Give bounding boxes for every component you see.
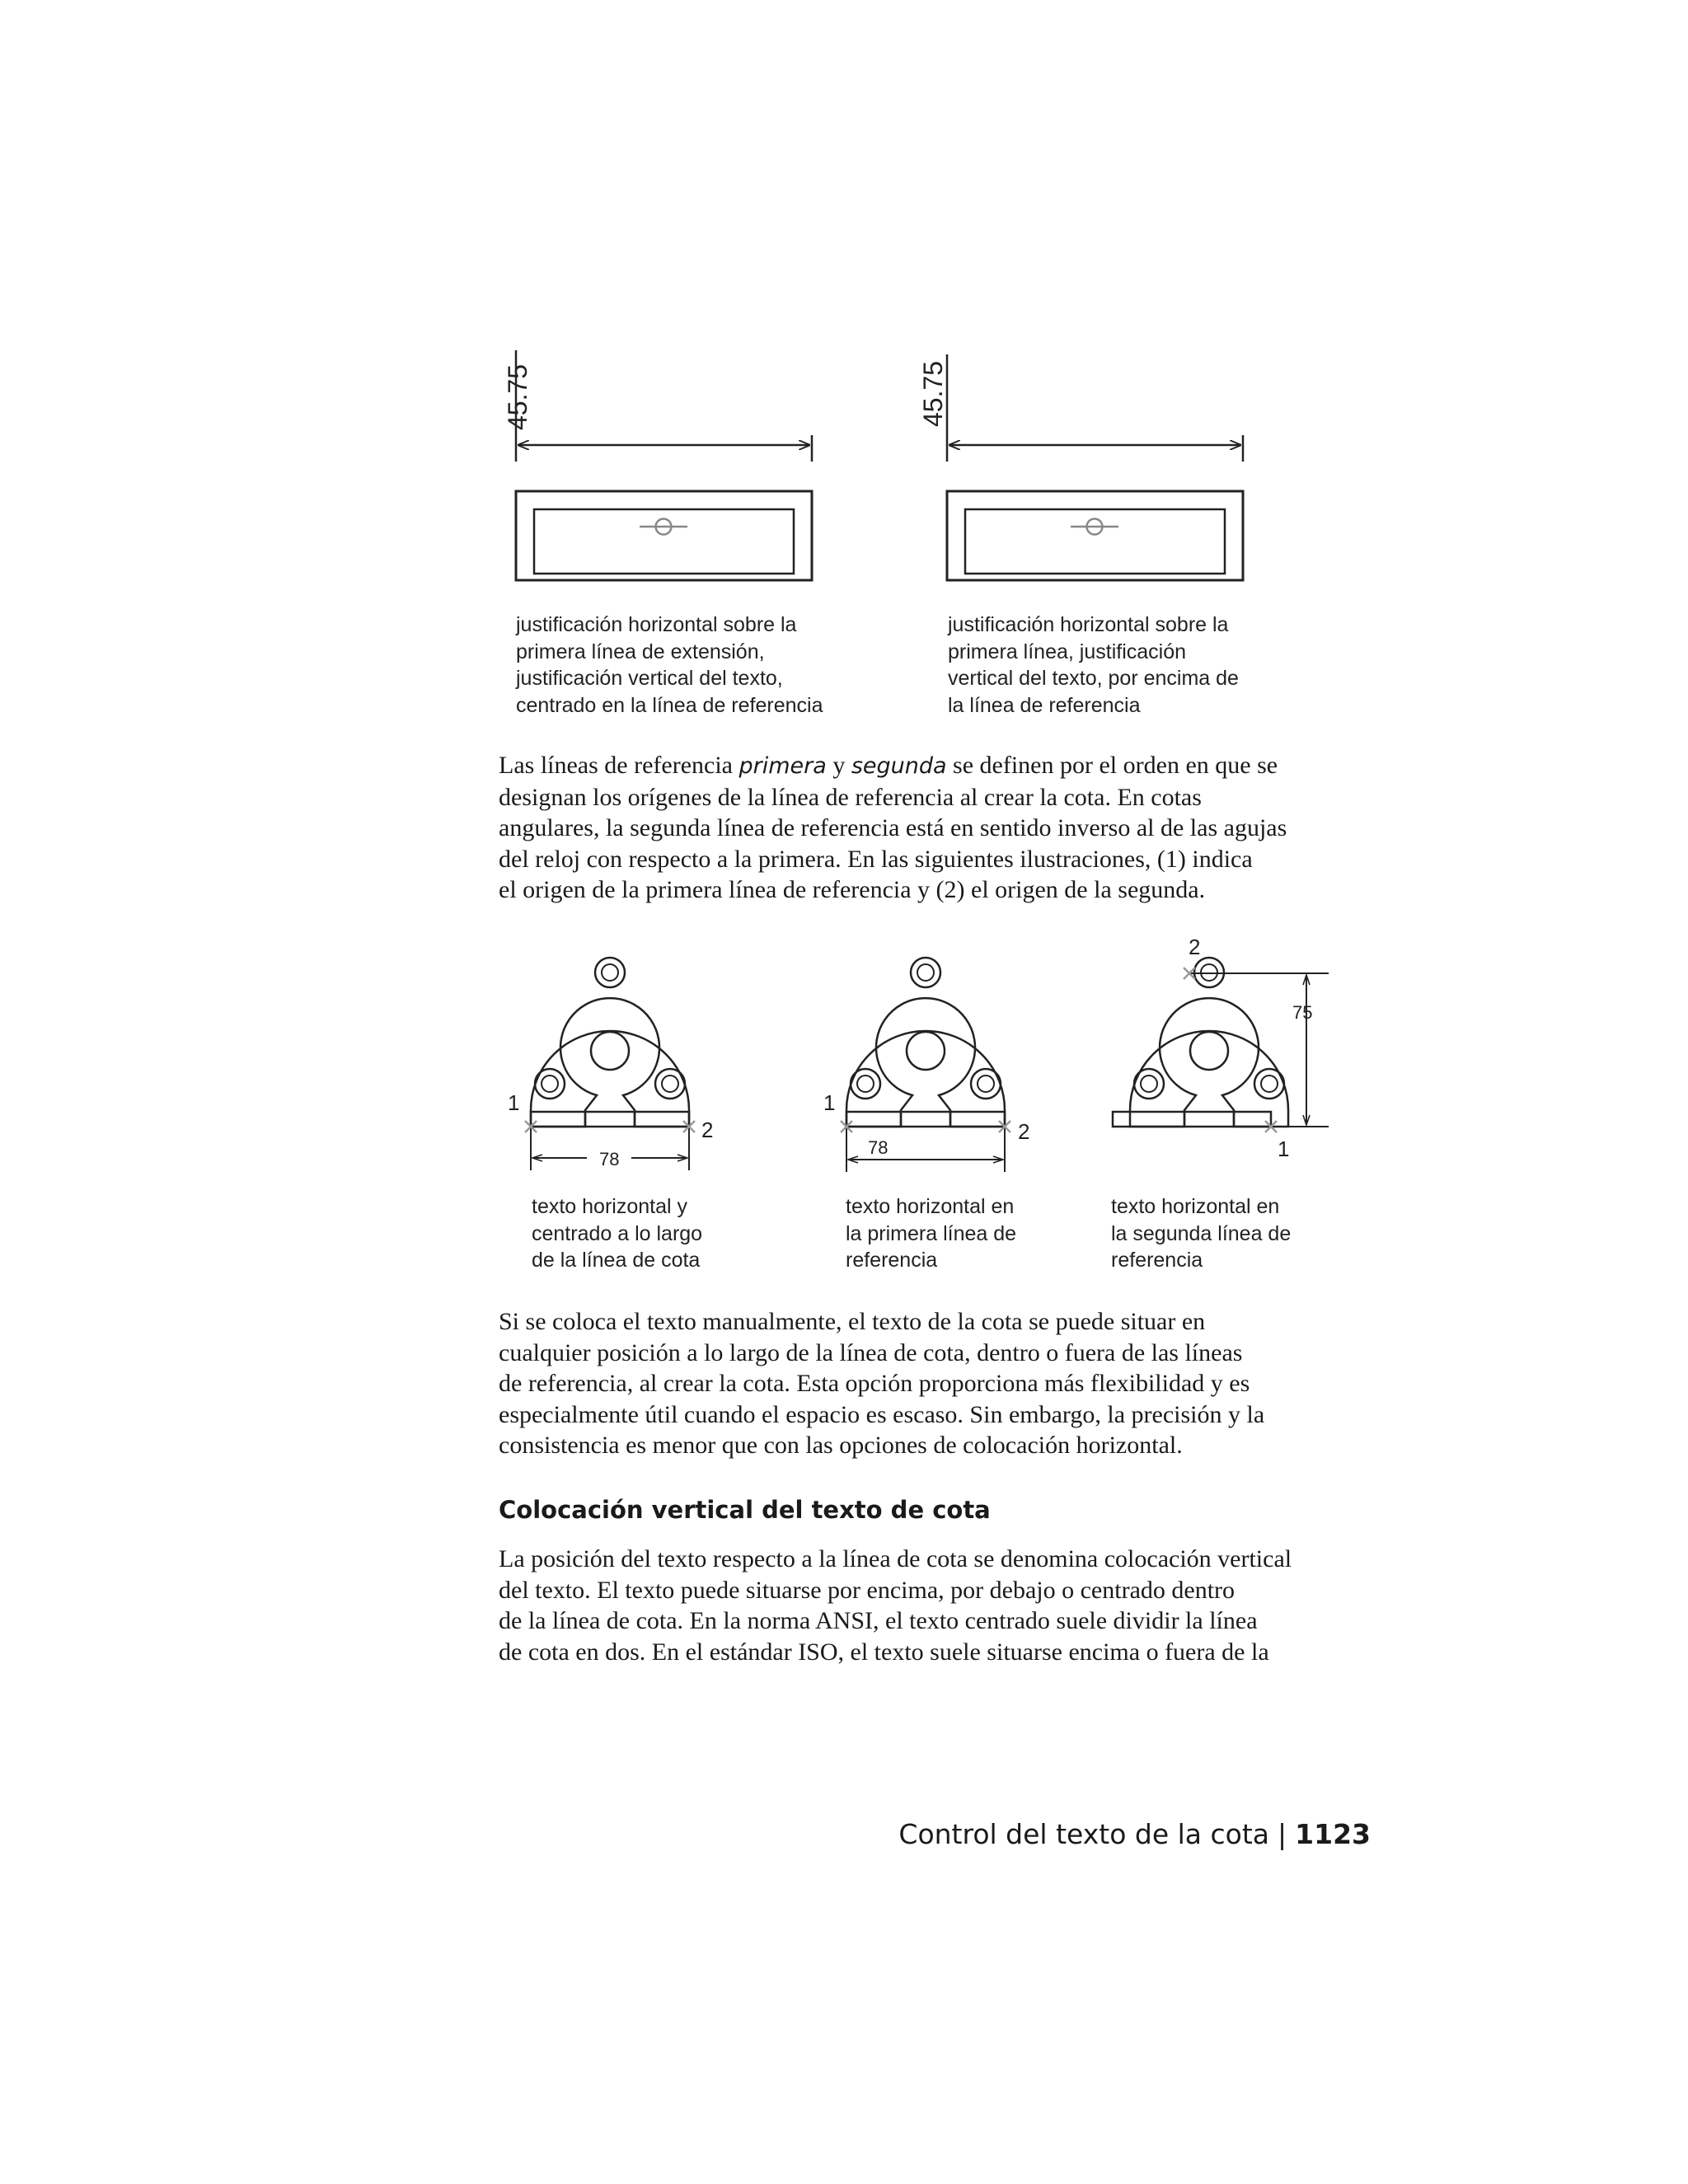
page-number: 1123 <box>1295 1818 1371 1850</box>
paragraph-vertical-placement <box>499 1544 1372 1667</box>
emphasis-segunda: segunda <box>851 753 947 779</box>
dimension-text-right: 45.75 <box>918 360 948 427</box>
paragraph-line: cualquier posición a lo largo de la línea de cota, dentro o fuera de las líneas <box>499 1338 1243 1366</box>
point-label-2: 2 <box>1189 935 1201 959</box>
emphasis-primera: primera <box>738 753 827 779</box>
dimension-text: 78 <box>599 1149 620 1169</box>
paragraph-line: del texto. El texto puede situarse por encima, por debajo o centrado dentro <box>499 1576 1236 1604</box>
caption-a: texto horizontal y centrado a lo largo de la línea de cota <box>532 1195 703 1272</box>
paragraph-line: de la línea de cota. En la norma ANSI, el texto centrado suele dividir la línea <box>499 1607 1258 1634</box>
caption-right: justificación horizontal sobre la primera línea, justificación vertical del texto, por encima de la línea de referencia <box>948 613 1239 717</box>
dimension-text: 78 <box>868 1137 889 1158</box>
paragraph-line: Las líneas de referencia primera y segunda se definen por el orden en que se <box>499 752 1278 779</box>
paragraph-line: el origen de la primera línea de referencia y (2) el origen de la segunda. <box>499 876 1206 903</box>
section-heading: Colocación vertical del texto de cota <box>499 1496 991 1524</box>
paragraph-line: de cota en dos. En el estándar ISO, el texto suele situarse encima o fuera de la <box>499 1638 1269 1666</box>
outer-rect <box>516 491 812 580</box>
drawing-left <box>516 350 812 580</box>
figure-reference-line-origins <box>0 907 1688 1286</box>
figure-text-justification <box>0 0 1688 742</box>
drawing-c <box>1113 958 1329 1132</box>
point-label-1: 1 <box>823 1090 836 1115</box>
paragraph-reference-lines <box>499 750 1372 906</box>
paragraph-line: La posición del texto respecto a la línea de cota se denomina colocación vertical <box>499 1545 1292 1572</box>
page-footer <box>898 1818 1371 1850</box>
dimension-text-left: 45.75 <box>503 363 532 430</box>
paragraph-line: angulares, la segunda línea de referencia está en sentido inverso al de las agujas <box>499 814 1287 841</box>
point-label-2: 2 <box>1018 1119 1030 1144</box>
point-label-1: 1 <box>1278 1137 1290 1161</box>
point-label-1: 1 <box>508 1090 520 1115</box>
paragraph-line: designan los orígenes de la línea de referencia al crear la cota. En cotas <box>499 783 1202 811</box>
center-mark <box>1071 519 1118 535</box>
drawing-right <box>947 354 1243 580</box>
caption-c: texto horizontal en la segunda línea de referencia <box>1111 1195 1292 1272</box>
drawing-b <box>841 958 1010 1172</box>
footer-title: Control del texto de la cota <box>898 1818 1270 1850</box>
paragraph-line: especialmente útil cuando el espacio es escaso. Sin embargo, la precisión y la <box>499 1400 1265 1428</box>
point-label-2: 2 <box>701 1118 714 1142</box>
paragraph-line: del reloj con respecto a la primera. En las siguientes ilustraciones, (1) indica <box>499 845 1253 873</box>
paragraph-line: consistencia es menor que con las opciones de colocación horizontal. <box>499 1432 1183 1459</box>
dimension-text: 75 <box>1292 1002 1313 1023</box>
footer-separator: | <box>1278 1818 1287 1850</box>
drawing-a <box>525 958 695 1170</box>
caption-b: texto horizontal en la primera línea de referencia <box>846 1195 1017 1272</box>
center-mark <box>640 519 687 535</box>
paragraph-line: de referencia, al crear la cota. Esta opción proporciona más flexibilidad y es <box>499 1370 1250 1397</box>
paragraph-manual-placement <box>499 1306 1372 1461</box>
paragraph-line: Si se coloca el texto manualmente, el texto de la cota se puede situar en <box>499 1308 1206 1335</box>
outer-rect <box>947 491 1243 580</box>
caption-left: justificación horizontal sobre la primera línea de extensión, justificación vertical del texto, centrado en la línea de referencia <box>516 613 823 717</box>
